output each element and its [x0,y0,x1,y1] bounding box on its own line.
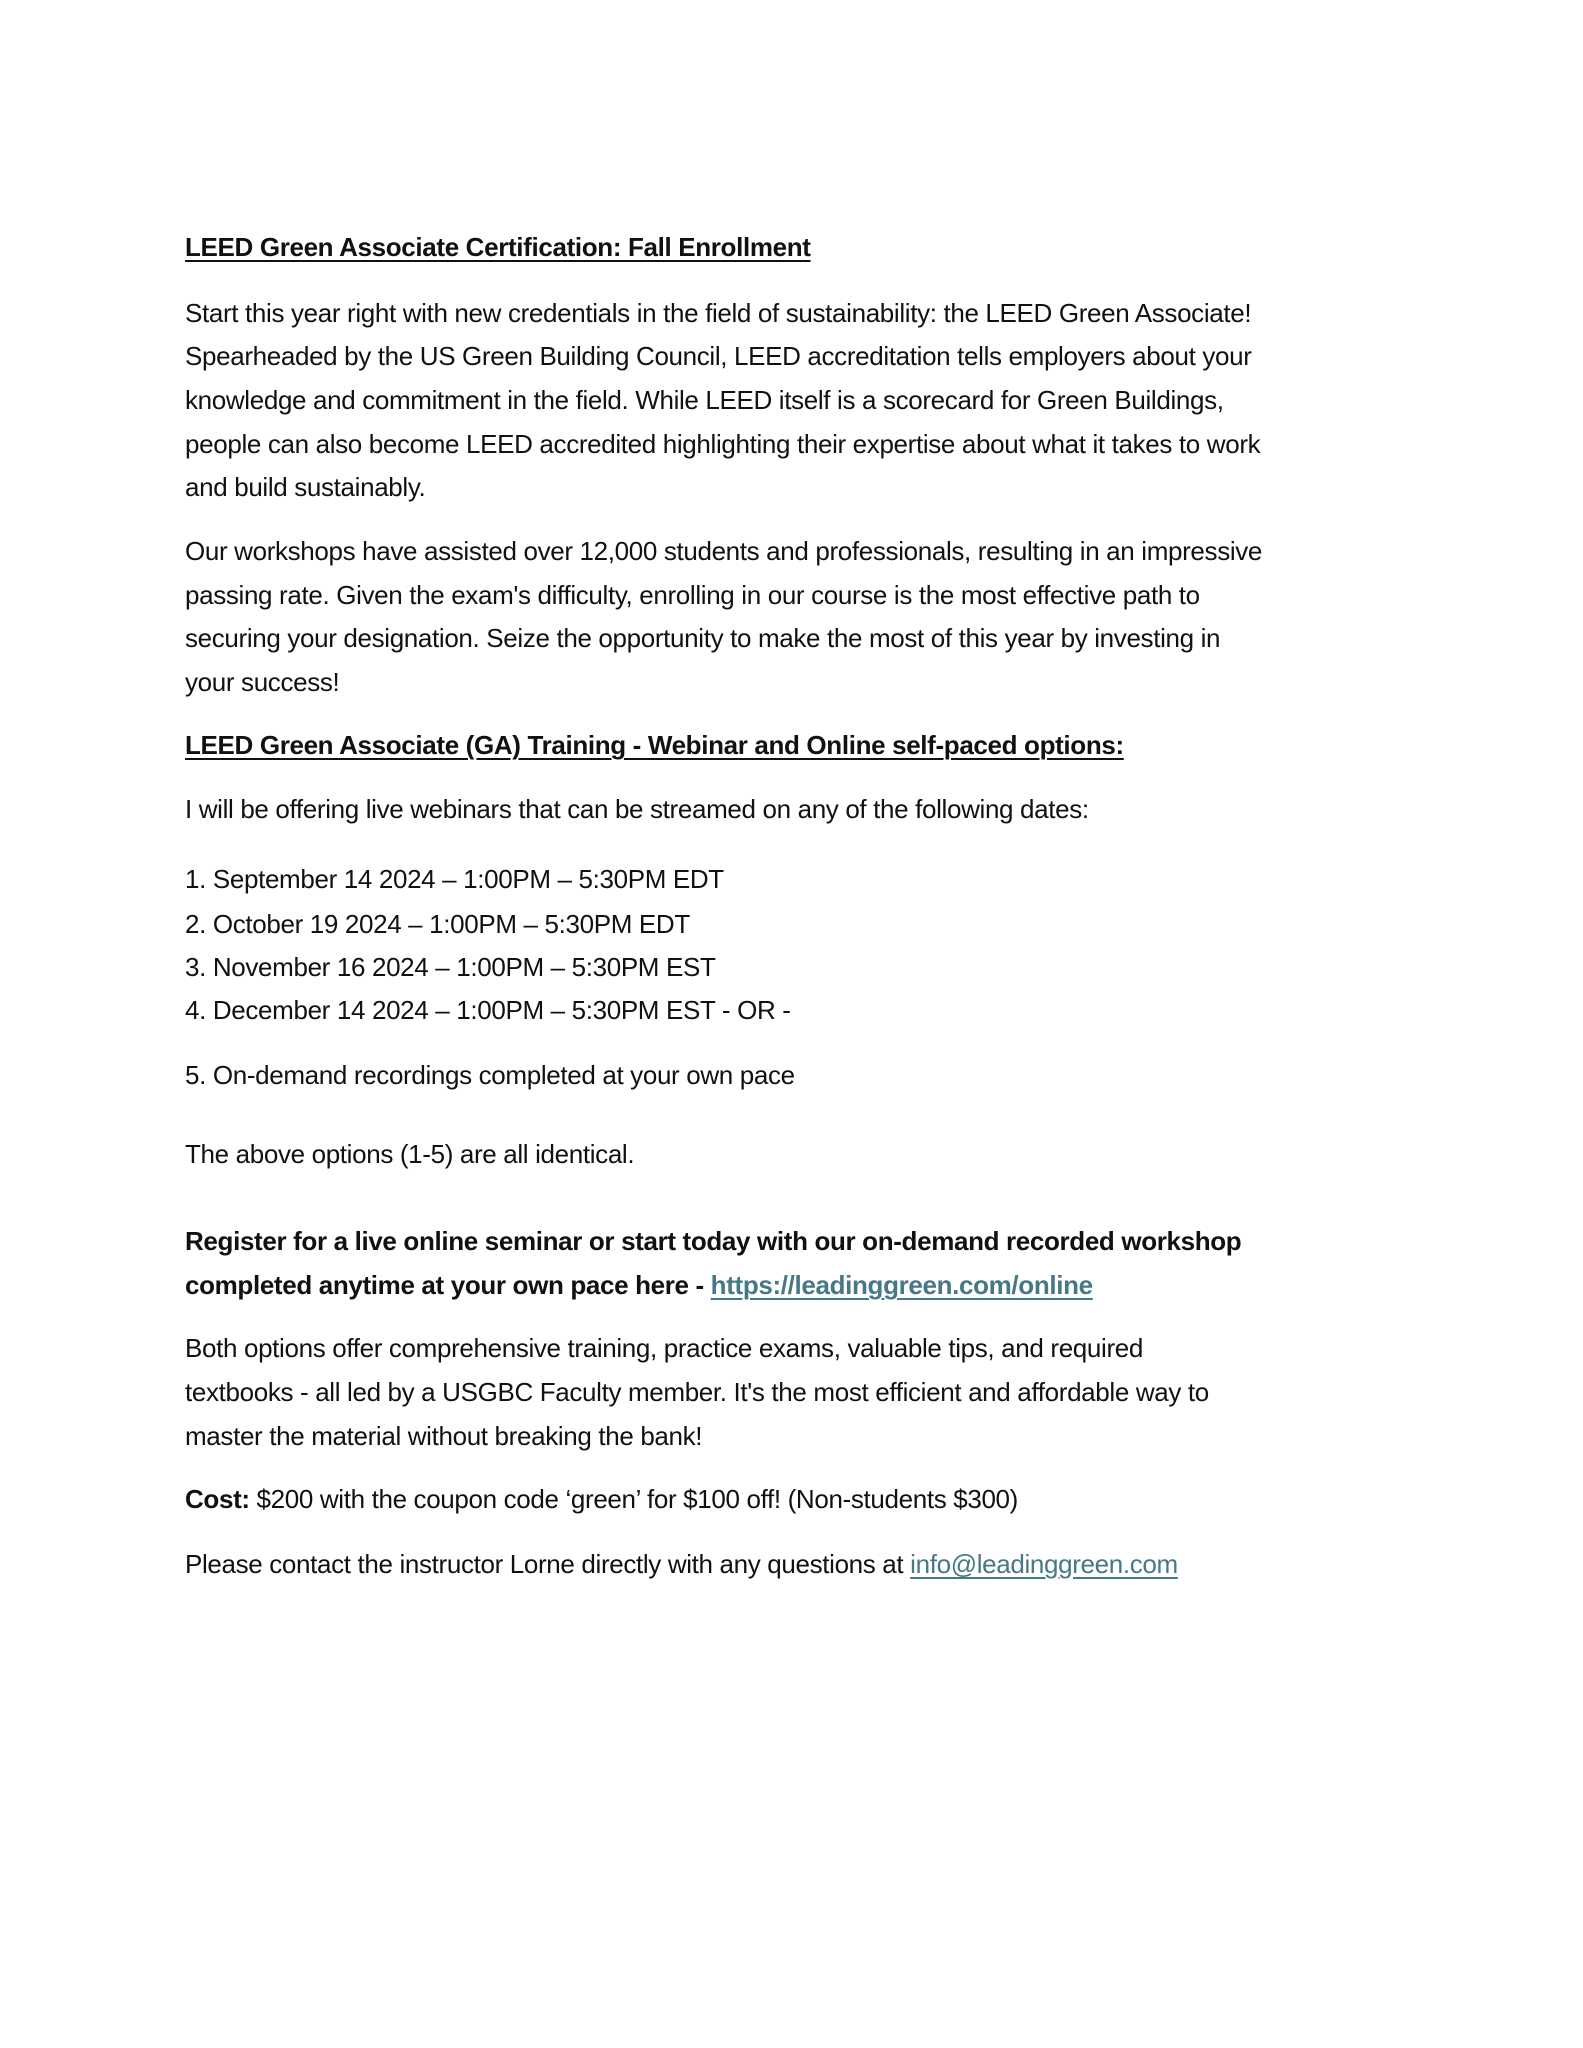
options-note: The above options (1-5) are all identical. [185,1139,635,1169]
paragraph-line: people can also become LEED accredited highlighting their expertise about what it takes to work [185,429,1261,459]
document-title: LEED Green Associate Certification: Fall Enrollment [185,232,811,262]
paragraph-line: Spearheaded by the US Green Building Council, LEED accreditation tells employers about your [185,341,1252,371]
paragraph-line: Both options offer comprehensive training, practice exams, valuable tips, and required [185,1333,1143,1363]
paragraph-line: and build sustainably. [185,472,426,502]
cost-line [185,1484,1018,1514]
paragraph-line: passing rate. Given the exam's difficulty, enrolling in our course is the most effective path to [185,580,1200,610]
option-item-1: 1. September 14 2024 – 1:00PM – 5:30PM EDT [185,864,724,894]
register-link[interactable]: https://leadinggreen.com/online [710,1270,1093,1300]
option-item-4: 4. December 14 2024 – 1:00PM – 5:30PM EST - OR - [185,995,791,1025]
paragraph-line: knowledge and commitment in the field. While LEED itself is a scorecard for Green Buildings, [185,385,1224,415]
webinar-intro: I will be offering live webinars that can be streamed on any of the following dates: [185,794,1089,824]
training-heading: LEED Green Associate (GA) Training - Webinar and Online self-paced options: [185,730,1124,760]
option-item-5: 5. On-demand recordings completed at your own pace [185,1060,795,1090]
paragraph-line: Start this year right with new credentials in the field of sustainability: the LEED Green Associate! [185,298,1252,328]
paragraph-line: your success! [185,667,340,697]
register-line-with-link [185,1270,1093,1300]
contact-line [185,1549,1178,1579]
contact-email-link[interactable]: info@leadinggreen.com [910,1549,1178,1579]
paragraph-line: securing your designation. Seize the opportunity to make the most of this year by investing in [185,623,1221,653]
register-text: completed anytime at your own pace here - [185,1270,711,1300]
paragraph-line: Our workshops have assisted over 12,000 students and professionals, resulting in an impressive [185,536,1263,566]
paragraph-line: textbooks - all led by a USGBC Faculty member. It's the most efficient and affordable way to [185,1377,1209,1407]
contact-text: Please contact the instructor Lorne directly with any questions at [185,1549,911,1579]
option-item-3: 3. November 16 2024 – 1:00PM – 5:30PM EST [185,952,716,982]
paragraph-line: master the material without breaking the bank! [185,1421,703,1451]
cost-label: Cost: [185,1484,250,1514]
register-line: Register for a live online seminar or start today with our on-demand recorded workshop [185,1226,1242,1256]
cost-text: $200 with the coupon code ‘green’ for $100 off! (Non-students $300) [249,1484,1018,1514]
option-item-2: 2. October 19 2024 – 1:00PM – 5:30PM EDT [185,909,690,939]
